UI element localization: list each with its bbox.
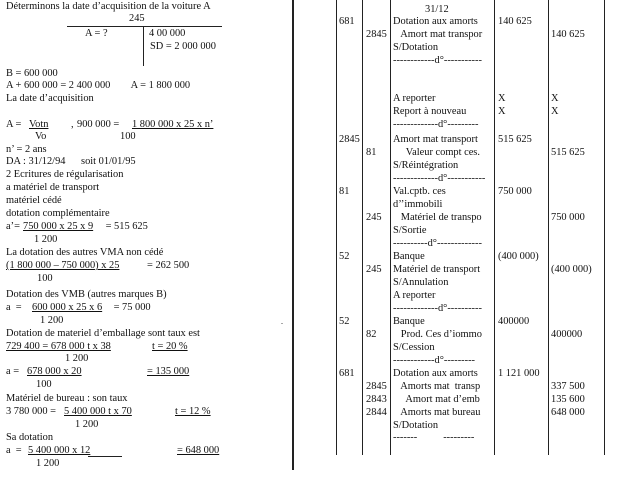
formula-prefix: a = — [6, 445, 25, 456]
journal-credit-amount: X — [551, 93, 559, 104]
journal-label: S/Dotation — [393, 42, 439, 53]
journal-debit-account: 52 — [339, 316, 350, 327]
journal-label: d’’immobili — [393, 199, 443, 210]
journal-label: Amorts mat transp — [393, 381, 481, 392]
journal-label: S/Annulation — [393, 277, 449, 288]
t-account-top-line — [67, 26, 222, 27]
journal-rule — [604, 0, 605, 455]
journal-label: A reporter — [393, 290, 436, 301]
journal-label: Amort mat transport — [393, 134, 478, 145]
formula-prefix: A = — [6, 119, 24, 130]
journal-label: -------------d°--------- — [393, 119, 479, 130]
journal-date: 31/12 — [425, 4, 449, 15]
journal-credit-account: 2845 — [366, 381, 387, 392]
journal-debit-account: 681 — [339, 368, 355, 379]
journal-credit-account: 2844 — [366, 407, 387, 418]
text-line: a matériel de transport — [6, 182, 100, 193]
formula-prefix: a = — [6, 366, 22, 377]
text-line: La dotation des autres VMA non cédé — [6, 247, 164, 258]
journal-label: Banque — [393, 316, 425, 327]
text-line: B = 600 000 — [6, 68, 58, 79]
journal-label: Matériel de transport — [393, 264, 481, 275]
journal-label: S/Sortie — [393, 225, 427, 236]
journal-credit-amount: 648 000 — [551, 407, 585, 418]
journal-debit-amount: (400 000) — [498, 251, 539, 262]
journal-credit-account: 245 — [366, 264, 382, 275]
journal-label: S/Cession — [393, 342, 435, 353]
journal-label: A reporter — [393, 93, 436, 104]
journal-label: -------------d°---------- — [393, 303, 482, 314]
journal-credit-account: 245 — [366, 212, 382, 223]
formula-denominator: 1 200 — [34, 234, 58, 245]
formula-fraction-numerator: 1 800 000 x 25 x n’ — [132, 119, 214, 130]
journal-label: Amort mat d’emb — [393, 394, 480, 405]
page-divider — [292, 0, 294, 470]
journal-rule — [390, 0, 391, 455]
page-title: Déterminons la date d’acquisition de la voiture A — [6, 1, 211, 12]
journal-debit-amount: 750 000 — [498, 186, 532, 197]
formula-prefix: 3 780 000 = — [6, 406, 59, 417]
journal-label: Dotation aux amorts — [393, 16, 478, 27]
journal-label: S/Dotation — [393, 420, 439, 431]
journal-credit-amount: 750 000 — [551, 212, 585, 223]
journal-rule — [548, 0, 549, 455]
journal-debit-account: 52 — [339, 251, 350, 262]
journal-label: ------------d°----------- — [393, 55, 482, 66]
journal-rule — [336, 0, 337, 455]
text-line: Matériel de bureau : son taux — [6, 393, 128, 404]
journal-credit-amount: 140 625 — [551, 29, 585, 40]
journal-label: Banque — [393, 251, 425, 262]
text-line: DA : 31/12/94 soit 01/01/95 — [6, 156, 136, 167]
text-line: La date d’acquisition — [6, 93, 94, 104]
journal-credit-account: 81 — [366, 147, 377, 158]
journal-debit-account: 81 — [339, 186, 350, 197]
formula-denominator: 100 — [36, 379, 52, 390]
formula-numerator: (1 800 000 – 750 000) x 25 — [6, 260, 120, 271]
text-line: A + 600 000 = 2 400 000 A = 1 800 000 — [6, 80, 191, 91]
formula-denominator: 1 200 — [36, 458, 60, 469]
journal-debit-amount: 400000 — [498, 316, 530, 327]
journal-label: Matériel de transpo — [393, 212, 482, 223]
formula-equation: 729 400 = 678 000 t x 38 — [6, 341, 111, 352]
formula-value: 900 000 = — [77, 119, 122, 130]
formula-rate: t = 20 % — [152, 341, 188, 352]
formula-denominator: 100 — [37, 273, 53, 284]
journal-label: Amorts mat bureau — [393, 407, 481, 418]
t-account-debit: A = ? — [85, 28, 108, 39]
formula-prefix: a = — [6, 302, 25, 313]
journal-debit-amount: 515 625 — [498, 134, 532, 145]
journal-label: Amort mat transpor — [393, 29, 483, 40]
formula-denominator: 1 200 — [65, 353, 89, 364]
journal-credit-amount: 515 625 — [551, 147, 585, 158]
journal-label: Prod. Ces d’iommo — [393, 329, 482, 340]
journal-credit-amount: 337 500 — [551, 381, 585, 392]
text-line: 2 Ecritures de régularisation — [6, 169, 124, 180]
journal-label: Val.cptb. ces — [393, 186, 446, 197]
journal-label: ------------d°--------- — [393, 355, 476, 366]
text-line: dotation complémentaire — [6, 208, 110, 219]
journal-credit-amount: X — [551, 106, 559, 117]
journal-credit-account: 82 — [366, 329, 377, 340]
formula-numerator: 5 400 000 t x 70 — [64, 406, 132, 417]
text-line: matériel cédé — [6, 195, 62, 206]
formula-numerator: 750 000 x 25 x 9 — [23, 221, 94, 232]
journal-label: Report à nouveau — [393, 106, 467, 117]
stray-dot: . — [281, 317, 283, 326]
journal-debit-amount: X — [498, 93, 506, 104]
formula-denominator: 1 200 — [40, 315, 64, 326]
formula-result: = 135 000 — [147, 366, 190, 377]
journal-credit-account: 2843 — [366, 394, 387, 405]
journal-label: -------------d°----------- — [393, 173, 486, 184]
formula-comma: , — [71, 119, 74, 130]
text-line: Sa dotation — [6, 432, 54, 443]
formula-prefix: a’= — [6, 221, 23, 232]
journal-label: Valeur compt ces. — [393, 147, 480, 158]
formula-result: = 648 000 — [177, 445, 220, 456]
journal-label: ------- --------- — [393, 432, 475, 443]
formula-numerator: 600 000 x 25 x 6 — [32, 302, 103, 313]
journal-debit-account: 681 — [339, 16, 355, 27]
t-account-credit-2: SD = 2 000 000 — [150, 41, 216, 52]
formula-result: = 75 000 — [111, 302, 151, 313]
t-account-divider — [143, 26, 144, 66]
journal-debit-amount: 1 121 000 — [498, 368, 540, 379]
journal-debit-account: 2845 — [339, 134, 360, 145]
underline-extension — [88, 456, 122, 457]
formula-result: = 515 625 — [103, 221, 148, 232]
t-account-number: 245 — [129, 13, 145, 24]
formula-rate: t = 12 % — [175, 406, 211, 417]
journal-debit-amount: X — [498, 106, 506, 117]
text-line: Dotation des VMB (autres marques B) — [6, 289, 167, 300]
journal-rule — [362, 0, 363, 455]
text-line: n’ = 2 ans — [6, 144, 47, 155]
text-line: Dotation de materiel d’emballage sont taux est — [6, 328, 200, 339]
formula-numerator: 5 400 000 x 12 — [28, 445, 91, 456]
t-account-credit-1: 4 00 000 — [149, 28, 186, 39]
journal-label: S/Réintégration — [393, 160, 459, 171]
journal-credit-amount: 135 600 — [551, 394, 585, 405]
formula-fraction-denominator: 100 — [120, 131, 136, 142]
formula-denominator: 1 200 — [75, 419, 99, 430]
journal-label: Dotation aux amorts — [393, 368, 478, 379]
journal-credit-account: 2845 — [366, 29, 387, 40]
formula-numerator: 678 000 x 20 — [27, 366, 82, 377]
formula-denominator: Vo — [35, 131, 47, 142]
formula-result: = 262 500 — [147, 260, 190, 271]
journal-label: ----------d°------------- — [393, 238, 482, 249]
journal-rule — [494, 0, 495, 455]
journal-credit-amount: 400000 — [551, 329, 583, 340]
journal-credit-amount: (400 000) — [551, 264, 592, 275]
formula-numerator: Votn — [29, 119, 49, 130]
journal-debit-amount: 140 625 — [498, 16, 532, 27]
